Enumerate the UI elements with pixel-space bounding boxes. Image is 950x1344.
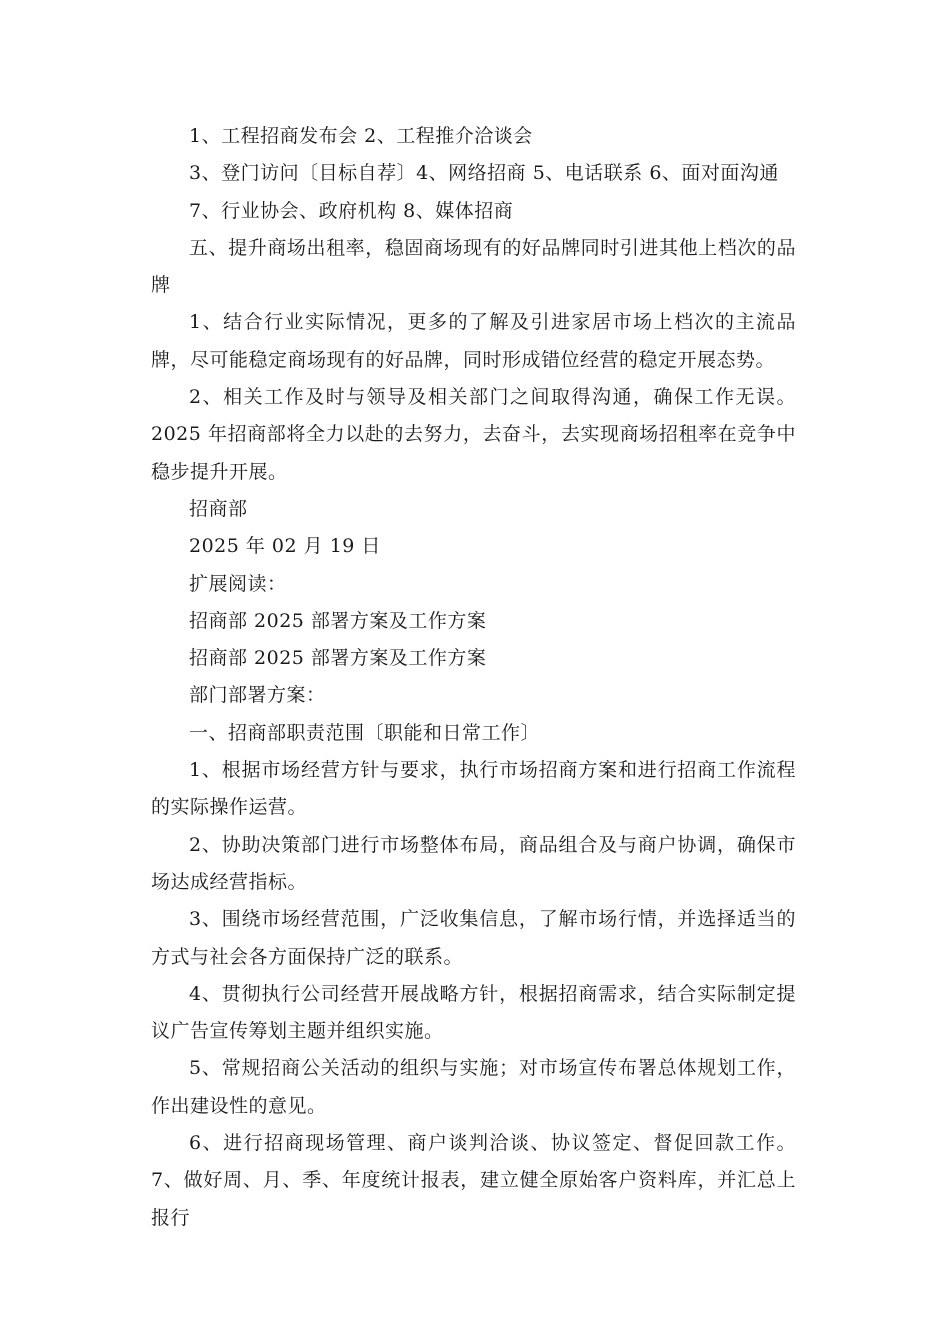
plan-label: 部门部署方案： [189, 684, 326, 707]
paragraph-brand-1: 1、结合行业实际情况，更多的了解及引进家居市场上档次的主流品牌，尽可能稳定商场现有的好品牌，同时形成错位经营的稳定开展态势。 [151, 311, 796, 371]
duty-item-3: 3、围绕市场经营范围，广泛收集信息，了解市场行情，并选择适当的方式与社会各方面保持广泛的联系。 [151, 908, 796, 968]
duty-item-4: 4、贯彻执行公司经营开展战略方针，根据招商需求，结合实际制定提议广告宣传筹划主题并组织实施。 [151, 982, 796, 1043]
paragraph-brand-2: 2、相关工作及时与领导及相关部门之间取得沟通，确保工作无误。2025 年招商部将全力以赴的去努力，去奋斗，去实现商场招租率在竞争中稳步提升开展。 [151, 386, 796, 483]
paragraph-methods-2: 3、登门访问〔目标自荐〕4、网络招商 5、电话联系 6、面对面沟通 [189, 162, 779, 185]
duty-item-2: 2、协助决策部门进行市场整体布局，商品组合及与商户协调，确保市场达成经营指标。 [151, 833, 796, 893]
paragraph-methods-3: 7、行业协会、政府机构 8、媒体招商 [189, 199, 514, 222]
duty-item-1: 1、根据市场经营方针与要求，执行市场招商方案和进行招商工作流程的实际操作运营。 [151, 759, 796, 819]
extended-title-2: 招商部 2025 部署方案及工作方案 [189, 647, 487, 670]
signature-date: 2025 年 02 月 19 日 [189, 535, 381, 558]
paragraph-methods-1: 1、工程招商发布会 2、工程推介洽谈会 [189, 125, 533, 147]
section-heading-one: 一、招商部职责范围〔职能和日常工作〕 [189, 721, 541, 744]
signature-department: 招商部 [189, 497, 248, 520]
extended-title-1: 招商部 2025 部署方案及工作方案 [189, 609, 487, 632]
duty-item-6: 6、进行招商现场管理、商户谈判洽谈、协议签定、督促回款工作。7、做好周、月、季、年度统计报表，建立健全原始客户资料库，并汇总上报行 [151, 1132, 796, 1229]
document-body [151, 118, 796, 1237]
duty-item-5: 5、常规招商公关活动的组织与实施；对市场宣传布署总体规划工作，作出建设性的意见。 [151, 1057, 796, 1117]
section-heading-five: 五、提升商场出租率，稳固商场现有的好品牌同时引进其他上档次的品牌 [151, 236, 796, 297]
extended-reading-label: 扩展阅读： [189, 572, 287, 595]
